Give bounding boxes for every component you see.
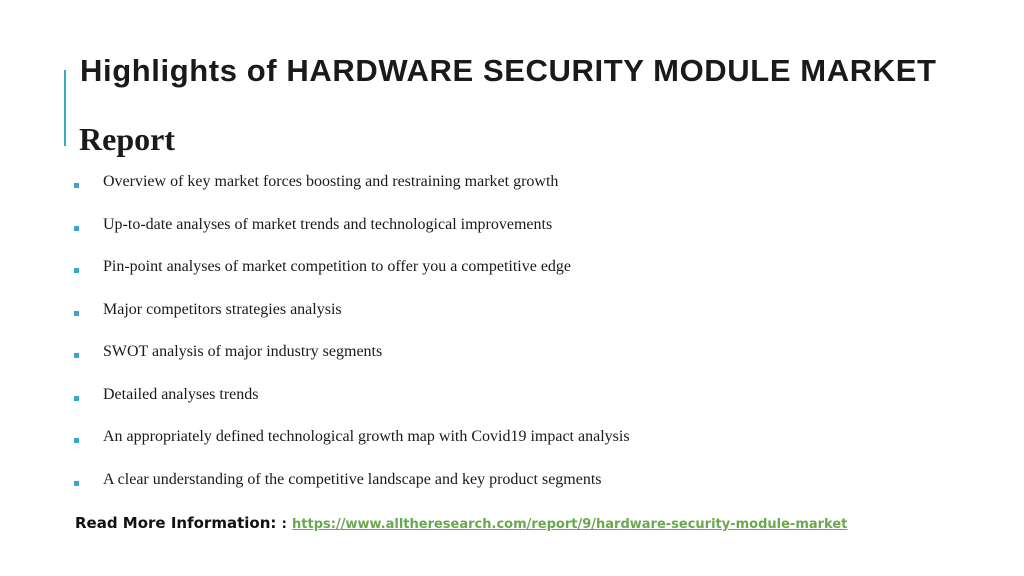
list-item-text: Major competitors strategies analysis	[103, 300, 342, 318]
list-item-text: Pin-point analyses of market competition to offer you a competitive edge	[103, 258, 572, 275]
list-item-text: A clear understanding of the competitive landscape and key product segments	[103, 470, 602, 488]
title-accent-bar	[64, 70, 66, 146]
list-item-text: An appropriately defined technological growth map with Covid19 impact analysis	[103, 428, 630, 445]
bullet-icon	[74, 353, 79, 358]
list-item-text: Up-to-date analyses of market trends and technological improvements	[103, 215, 553, 233]
bullet-icon	[74, 268, 79, 273]
slide-subtitle: Report	[79, 121, 175, 157]
bullet-icon	[74, 481, 79, 486]
bullet-icon	[74, 311, 79, 316]
read-more-footer	[75, 512, 847, 536]
list-item-text: Overview of key market forces boosting and restraining market growth	[103, 173, 559, 190]
slide-title: Highlights of HARDWARE SECURITY MODULE MARKET	[80, 53, 937, 88]
footer-separator: :	[281, 517, 287, 532]
bullet-icon	[74, 183, 79, 188]
bullet-icon	[74, 438, 79, 443]
report-link[interactable]: https://www.alltheresearch.com/report/9/hardware-security-module-market	[292, 517, 848, 532]
list-item-text: Detailed analyses trends	[103, 385, 259, 403]
bullet-icon	[74, 226, 79, 231]
bullet-icon	[74, 396, 79, 401]
read-more-label: Read More Information:	[75, 514, 277, 532]
list-item-text: SWOT analysis of major industry segments	[103, 343, 383, 360]
